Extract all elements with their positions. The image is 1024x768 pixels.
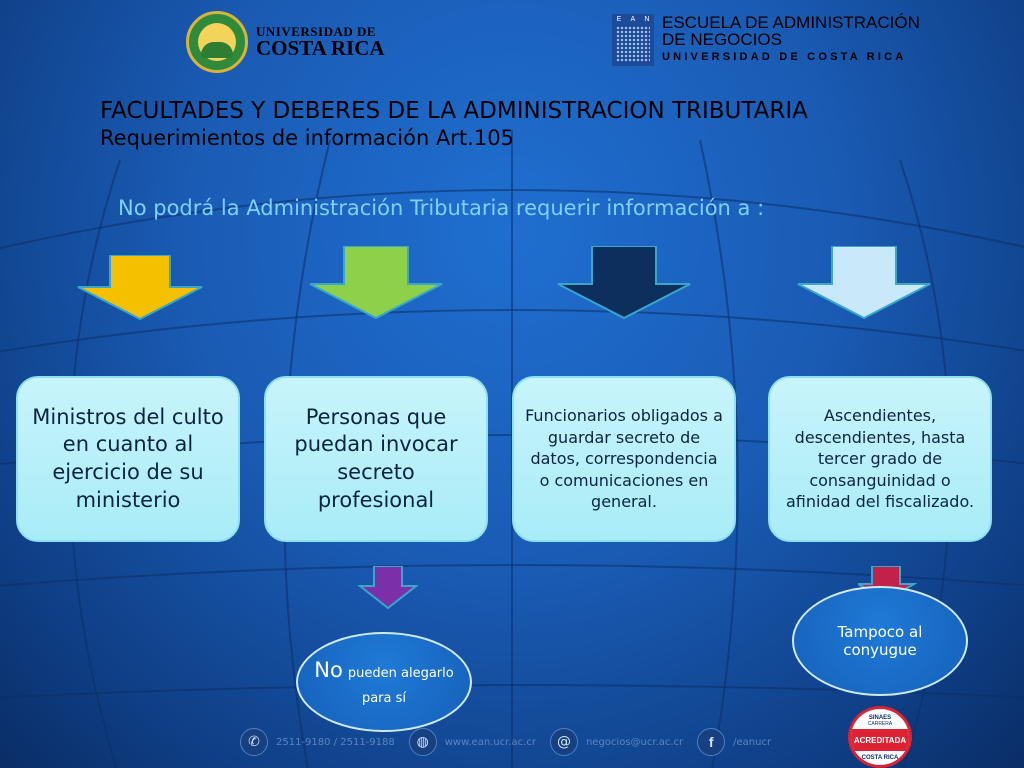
title-line1: FACULTADES Y DEBERES DE LA ADMINISTRACION TRIBUTARIA (100, 98, 808, 124)
at-sign-icon[interactable]: @ (550, 728, 578, 756)
down-arrow-icon-3 (556, 246, 692, 320)
title-line2: Requerimientos de información Art.105 (100, 125, 514, 150)
badge-middle: CARRERA (867, 721, 893, 727)
badge-top: SINAES (868, 715, 892, 721)
card-funcionarios (512, 376, 736, 542)
note-no-rest: pueden alegarlo para sí (347, 666, 454, 706)
slide-title (100, 98, 808, 151)
card-personas-text: Personas que puedan invocar secreto profesional (294, 404, 458, 512)
ean-logo-line1: ESCUELA DE ADMINISTRACIÓN (662, 13, 920, 32)
ean-letter-n: N (644, 16, 650, 23)
small-down-arrow-icon-left (358, 566, 418, 610)
facebook-icon[interactable]: f (697, 728, 725, 756)
accreditation-badge (848, 706, 912, 768)
note-tampoco-text: Tampoco al conyugue (837, 623, 923, 659)
card-funcionarios-text: Funcionarios obligados a guardar secreto de datos, correspondencia o comunicaciones en general. (525, 406, 723, 512)
ean-mark-icon (612, 14, 654, 66)
ucr-seal-icon (186, 11, 248, 73)
down-arrow-icon-4 (796, 246, 932, 320)
footer-email-link[interactable]: negocios@ucr.ac.cr (585, 736, 684, 748)
ean-logo-line3: UNIVERSIDAD DE COSTA RICA (662, 51, 907, 63)
badge-main: ACREDITADA (851, 729, 909, 751)
down-arrow-icon-1 (76, 255, 204, 321)
ucr-logo-line1: UNIVERSIDAD DE (256, 24, 377, 39)
ucr-logo-line2: COSTA RICA (256, 36, 385, 60)
note-no-lead: No (314, 658, 343, 683)
slide-subtitle: No podrá la Administración Tributaria requerir información a : (118, 196, 765, 220)
note-tampoco (792, 586, 968, 696)
ean-letter-e: E (616, 16, 622, 23)
ean-logo (612, 14, 920, 66)
down-arrow-icon-2 (308, 246, 444, 320)
ean-logo-line2: DE NEGOCIOS (662, 30, 782, 49)
ean-letter-a: A (630, 16, 636, 23)
badge-bottom: COSTA RICA (861, 755, 899, 761)
footer-facebook-link[interactable]: /eanucr (733, 736, 772, 748)
card-ministros-text: Ministros del culto en cuanto al ejercicio de su ministerio (32, 404, 224, 512)
card-ascendientes-text: Ascendientes, descendientes, hasta tercer grado de consanguinidad o afinidad del fiscalizado. (785, 406, 975, 512)
phone-icon: ✆ (240, 728, 268, 756)
card-ministros (16, 376, 240, 542)
ucr-logo (186, 11, 385, 73)
footer (240, 728, 785, 756)
globe-icon[interactable]: ◍ (409, 728, 437, 756)
footer-web-link[interactable]: www.ean.ucr.ac.cr (444, 736, 536, 748)
card-ascendientes (768, 376, 992, 542)
card-personas (264, 376, 488, 542)
footer-phone: 2511-9180 / 2511-9188 (276, 736, 395, 748)
note-no-pueden (296, 632, 472, 732)
